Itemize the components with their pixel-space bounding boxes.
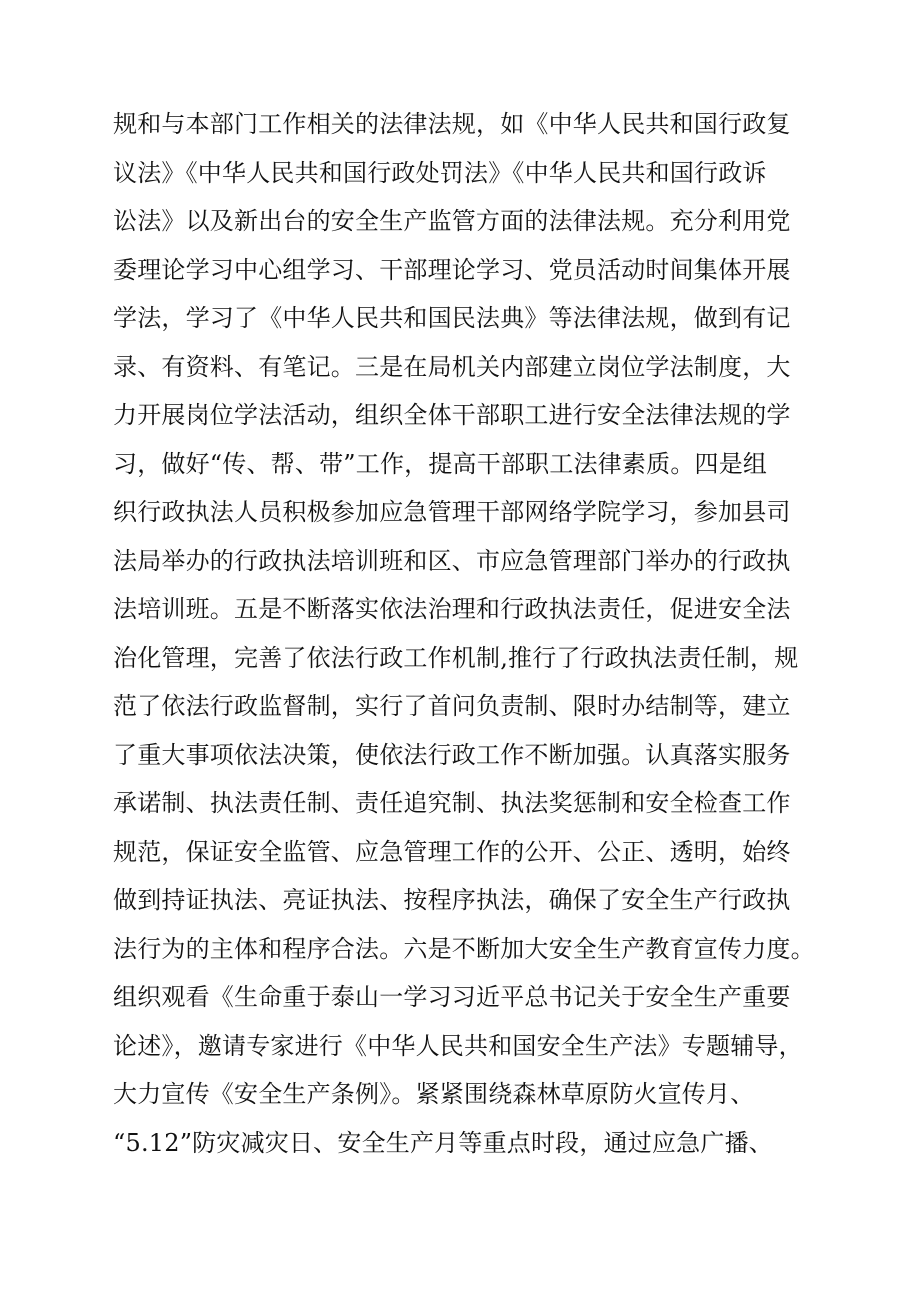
text-line: 规和与本部门工作相关的法律法规，如《中华人民共和国行政复	[113, 110, 791, 138]
text-line: 做到持证执法、亮证执法、按程序执法，确保了安全生产行政执	[113, 886, 791, 914]
text-line: 力开展岗位学法活动，组织全体干部职工进行安全法律法规的学	[113, 401, 791, 429]
text-line: 法局举办的行政执法培训班和区、市应急管理部门举办的行政执	[113, 546, 791, 575]
text-line: 法行为的主体和程序合法。六是不断加大安全生产教育宣传力度。	[113, 934, 815, 963]
text-line: 织行政执法人员积极参加应急管理干部网络学院学习，参加县司	[113, 498, 791, 526]
text-line: 习，做好“传、帮、带”工作，提高干部职工法律素质。四是组	[113, 449, 768, 478]
body-text	[113, 100, 813, 1167]
text-line: 大力宣传《安全生产条例》。紧紧围绕森林草原防火宣传月、	[113, 1080, 755, 1108]
text-line: “5.12”防灾减灾日、安全生产月等重点时段，通过应急广播、	[113, 1128, 773, 1157]
text-line: 了重大事项依法决策，使依法行政工作不断加强。认真落实服务	[113, 740, 791, 769]
text-line: 规范，保证安全监管、应急管理工作的公开、公正、透明，始终	[113, 837, 791, 866]
text-line: 组织观看《生命重于泰山一学习习近平总书记关于安全生产重要	[113, 983, 791, 1011]
text-line: 委理论学习中心组学习、干部理论学习、党员活动时间集体开展	[113, 255, 791, 284]
text-line: 讼法》以及新出台的安全生产监管方面的法律法规。充分利用党	[113, 207, 791, 235]
text-line: 治化管理，完善了依法行政工作机制,推行了行政执法责任制，规	[113, 643, 799, 672]
text-line: 论述》，邀请专家进行《中华人民共和国安全生产法》专题辅导，	[113, 1031, 803, 1060]
text-line: 录、有资料、有笔记。三是在局机关内部建立岗位学法制度，大	[113, 352, 791, 381]
text-line: 学法，学习了《中华人民共和国民法典》等法律法规，做到有记	[113, 304, 791, 332]
text-line: 议法》《中华人民共和国行政处罚法》《中华人民共和国行政诉	[113, 158, 767, 187]
text-line: 承诺制、执法责任制、责任追究制、执法奖惩制和安全检查工作	[113, 789, 791, 817]
text-line: 法培训班。五是不断落实依法治理和行政执法责任，促进安全法	[113, 595, 791, 623]
text-line: 范了依法行政监督制，实行了首问负责制、限时办结制等，建立	[113, 692, 791, 720]
